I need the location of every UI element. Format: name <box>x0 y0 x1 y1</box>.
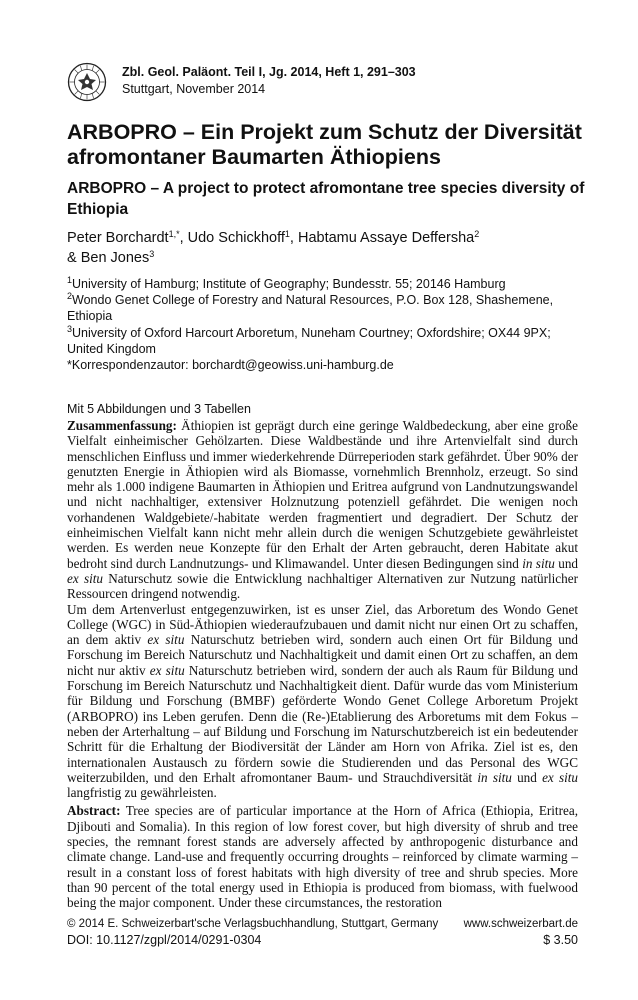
summary-text: Naturschutz sowie die Entwicklung nachhaltiger Alternativen zur Nutzung natürlicher Ressourcen dringend notwendig. <box>67 570 578 602</box>
affiliation-item <box>67 292 587 324</box>
article-title-english: ARBOPRO – A project to protect afromontane tree species diversity of Ethiopia <box>67 180 585 218</box>
abstract-label: Abstract: <box>67 803 121 819</box>
summary-text: und <box>554 555 579 571</box>
summary-text: langfristig zu gewährleisten. <box>67 785 217 801</box>
author-name: Ben Jones <box>80 250 150 266</box>
doi: DOI: 10.1127/zgpl/2014/0291-0304 <box>67 933 262 947</box>
affiliation-text: Wondo Genet College of Forestry and Natural Resources, P.O. Box 128, Shashemene, Ethiopia <box>67 293 554 324</box>
author-name: Habtamu Assaye Deffersha <box>297 230 475 246</box>
summary-label: Zusammenfassung: <box>67 418 177 433</box>
author-affiliation-mark: 2 <box>474 229 480 239</box>
copyright-notice: © 2014 E. Schweizerbart'sche Verlagsbuchhandlung, Stuttgart, Germany <box>67 918 439 930</box>
publisher-seal-icon <box>67 62 107 102</box>
summary-italic: ex situ <box>67 570 104 586</box>
author-list: Peter Borchardt$^{1,*}$, Udo Schickhoff$^1$, Habtamu Assaye Deffersha$^2$ & Ben Jones$^3$ <box>67 229 480 266</box>
author-affiliation-mark: 1,* <box>168 229 180 239</box>
journal-header <box>67 62 587 104</box>
affiliations <box>67 276 587 373</box>
article-body <box>67 418 578 911</box>
author-affiliation-mark: 3 <box>149 249 155 259</box>
journal-citation: Zbl. Geol. Paläont. Teil I, Jg. 2014, Heft 1, 291–303 <box>122 65 416 79</box>
summary-italic: ex situ <box>149 662 185 678</box>
author-name: Peter Borchardt <box>67 230 169 246</box>
summary-italic: ex situ <box>147 632 185 648</box>
publisher-website: www.schweizerbart.de <box>463 918 578 930</box>
affiliation-number: 1 <box>67 275 73 285</box>
affiliation-number: 3 <box>67 323 73 334</box>
affiliation-number: 2 <box>67 291 73 302</box>
affiliation-text: University of Oxford Harcourt Arboretum, Nuneham Courtney; Oxfordshire; OX44 9PX; United Kingdom <box>67 325 551 356</box>
article-price: $ 3.50 <box>543 933 578 947</box>
summary-italic: in situ <box>477 769 512 785</box>
article-title-german: ARBOPRO – Ein Projekt zum Schutz der Diversität afromontaner Baumarten Äthiopiens <box>67 120 582 169</box>
summary-text: Um dem Artenverlust entgegenzuwirken, ist es unser Ziel, das Arboretum des Wondo Genet College (WGC) in Süd-Äthiopien wiederaufzubauen und damit nicht nur einen Ort zu schaffen, an dem aktiv <box>67 601 578 648</box>
correspondence-note: *Korrespondenzautor: borchardt@geowiss.uni-hamburg.de <box>67 358 394 373</box>
summary-text: Naturschutz betrieben wird, sondern auch einen Ort für Bildung und Forschung im Bereich Naturschutz und Nachhaltigkeit und damit einen Ort zu schaffen, an dem nicht nur aktiv <box>67 632 579 678</box>
author-name: Udo Schickhoff <box>187 230 285 246</box>
figures-tables-note: Mit 5 Abbildungen und 3 Tabellen <box>67 402 251 416</box>
abstract-text: Tree species are of particular importance at the Horn of Africa (Ethiopia, Eritrea, Djibouti and Somalia). In this region of low forest cover, but high diversity of shrub and tree species, the remnant forest stands are adversely affected by anthropogenic disturbance and climate change. Land-use and frequently occurring droughts – reinforced by climate warming – result in a constant loss of forest habitats with high diversity of tree and shrub species. More than 90 percent of the total energy used in Ethiopia is produced from biomass, with fuelwood being the major component. Under these circumstances, the restoration <box>67 803 578 911</box>
abstract-paragraph <box>67 803 578 910</box>
affiliation-item <box>67 325 587 357</box>
summary-paragraph <box>67 418 578 602</box>
summary-text: Naturschutz betrieben wird, sondern der auch als Raum für Bildung und Forschung im Bereich Naturschutz und Nachhaltigkeit dient. Dafür wurde das vom Ministerium für Bildung und Forschung (BMBF) geförderte Wondo Genet College Arboretum Projekt (ARBOPRO) ins Leben gerufen. Denn die (Re-)Etablierung des Arboretums mit dem Fokus – neben der Arterhaltung – auf Bildung und Forschung im Naturschutzbereich ist ein bedeutender Schritt für die Erhaltung der Biodiversität der Länder am Horn von Afrika. Ziel ist es, den internationalen Austausch zu fördern sowie die Studierenden und das Personal des WGC weiterzubilden, und den Erhalt afromontaner Baum- und Strauchdiversität <box>67 662 578 785</box>
summary-paragraph <box>67 602 578 801</box>
summary-italic: in situ <box>522 555 555 571</box>
summary-text: und <box>511 769 543 785</box>
author-affiliation-mark: 1 <box>284 229 290 239</box>
summary-text: Äthiopien ist geprägt durch eine geringe Waldbedeckung, aber eine große Vielfalt einheimischer Gehölzarten. Diese Waldbestände und ihre Artenvielfalt sind durch menschlichen Einfluss und immer wiederkehrende Dürreperioden stark gefährdet. Über 90% der genutzten Energie in Äthiopien wird als Biomasse, vornehmlich Brennholz, erzeugt. So sind mehr als 1.000 indigene Baumarten in Äthiopien und Eritrea aufgrund von Landnutzungswandel und nicht nachhaltiger, extensiver Holznutzung potenziell gefährdet. Die wenigen noch vorhandenen Waldgebiete/-habitate werden fragmentiert und degradiert. Der Schutz der einheimischen Vielfalt kann nicht mehr allein durch die wenigen Schutzgebiete gewährleistet werden. Es werden neue Konzepte für den Erhalt der Arten gebraucht, deren Habitate akut bedroht sind durch Landnutzungs- und Klimawandel. Unter diesen Bedingungen sind <box>67 418 578 571</box>
summary-italic: ex situ <box>542 769 579 785</box>
affiliation-item <box>67 276 587 292</box>
affiliation-text: University of Hamburg; Institute of Geography; Bundesstr. 55; 20146 Hamburg <box>72 277 506 291</box>
page-footer <box>67 917 578 949</box>
publication-place-date: Stuttgart, November 2014 <box>122 82 266 96</box>
